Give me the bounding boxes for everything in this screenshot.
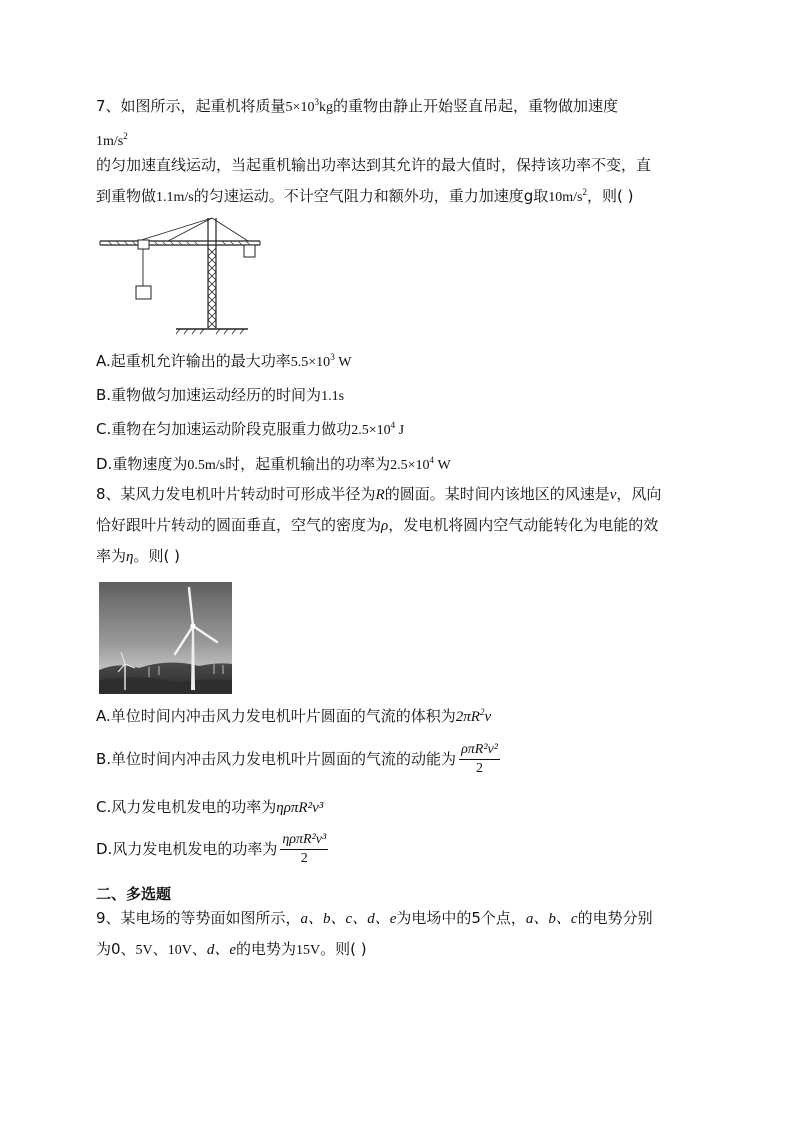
q8-option-d: D.风力发电机发电的功率为 $\frac{\text{ηρπR²v³}}{2}$	[96, 832, 327, 866]
q9-line1: 9、某电场的等势面如图所示，a、b、c、d、e为电场中的5个点，a、b、c的电势分别	[96, 909, 653, 927]
fraction: $\frac{\text{ρπR²v²}}{2}$	[461, 742, 498, 776]
q7-option-b: B.重物做匀加速运动经历的时间为1.1s	[96, 386, 345, 404]
fraction: $\frac{\text{ηρπR²v³}}{2}$	[282, 832, 327, 866]
q7-line1	[96, 96, 618, 118]
accel-value: $1m/s^2$	[96, 131, 128, 149]
q7-text: 的重物由静止开始竖直吊起，重物做加速度	[332, 97, 618, 115]
mass-value: $5\times 10^3kg$	[285, 97, 333, 115]
q8-line3: 率为η。则( )	[96, 547, 180, 565]
q8-option-c: C.风力发电机发电的功率为ηρπR²v³	[96, 798, 324, 816]
q7-option-d: D.重物速度为0.5m/s时，起重机输出的功率为$2.5\times 10^4$ W	[96, 455, 451, 473]
q8-line2: 恰好跟叶片转动的圆面垂直，空气的密度为ρ，发电机将圆内空气动能转化为电能的效	[96, 516, 659, 534]
g-value: $10m/s^2$	[548, 187, 588, 205]
q7-line2	[96, 130, 128, 152]
q8-option-b: B.单位时间内冲击风力发电机叶片圆面的气流的动能为 $\frac{\text{ρπR²v²}}{2}$	[96, 742, 498, 776]
q8-option-a: A.单位时间内冲击风力发电机叶片圆面的气流的体积为$2\pi R^2v$	[96, 707, 492, 725]
q7-text: 7、如图所示，起重机将质量	[96, 97, 286, 115]
crane-figure	[98, 216, 264, 336]
q7-line3: 的匀加速直线运动，当起重机输出功率达到其允许的最大值时，保持该功率不变，直	[96, 156, 652, 174]
q7-line4: 到重物做1.1m/s的匀速运动。不计空气阻力和额外功，重力加速度g取$10m/s^2$，则( )	[96, 187, 634, 205]
wind-turbine-photo	[99, 582, 232, 694]
q7-option-c: C.重物在匀加速运动阶段克服重力做功$2.5\times 10^4$ J	[96, 420, 405, 438]
q8-line1: 8、某风力发电机叶片转动时可形成半径为R的圆面。某时间内该地区的风速是v，风向	[96, 485, 662, 503]
speed-value: 1.1m/s	[156, 190, 194, 205]
q9-line2: 为0、5V、10V、d、e的电势为15V。则( )	[96, 940, 367, 958]
q7-option-a: A.起重机允许输出的最大功率$5.5\times 10^3$ W	[96, 352, 352, 370]
section-title: 二、多选题	[96, 885, 172, 903]
